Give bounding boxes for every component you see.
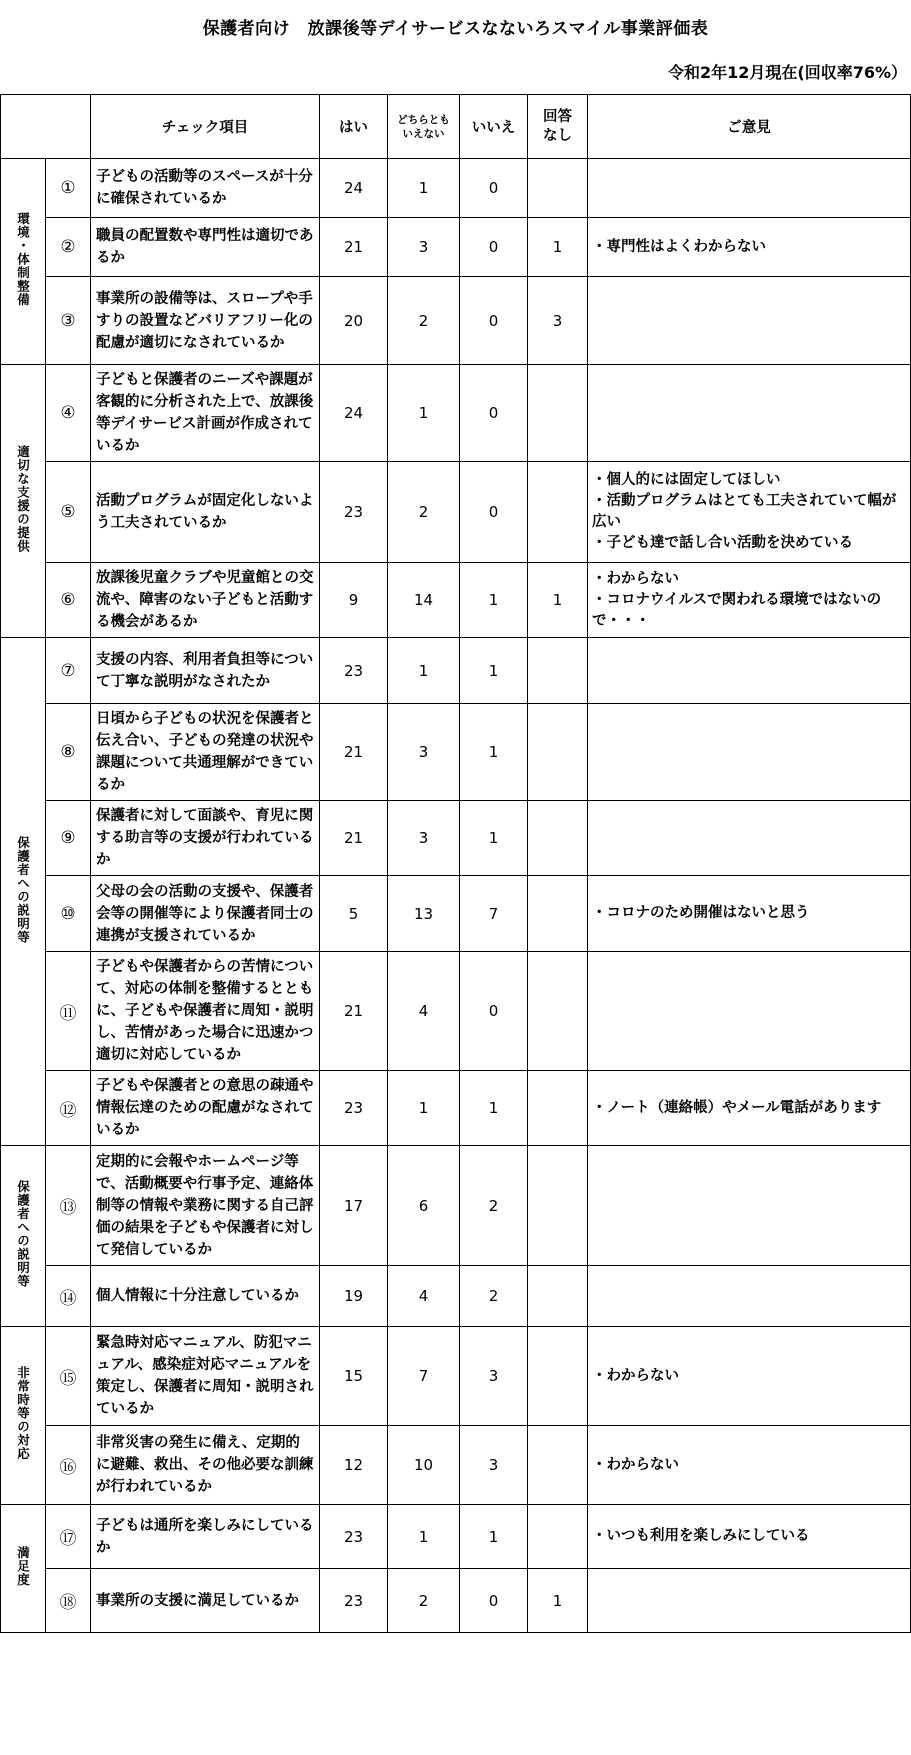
neither-count: 6: [388, 1146, 460, 1266]
header-row: [1, 95, 911, 159]
check-item-text: 緊急時対応マニュアル、防犯マニュアル、感染症対応マニュアルを策定し、保護者に周知・説明されているか: [91, 1327, 320, 1426]
table-row: [1, 159, 911, 218]
header-no-answer: 回答 なし: [528, 95, 588, 159]
yes-count: 21: [320, 704, 388, 801]
item-number: ②: [46, 218, 91, 277]
item-number: ⑨: [46, 801, 91, 876]
opinion-cell: [588, 876, 911, 952]
section-label-text: 保護者への説明等: [15, 1180, 31, 1288]
opinion-cell: [588, 462, 911, 563]
yes-count: 24: [320, 159, 388, 218]
opinion-cell: [588, 1505, 911, 1569]
check-item-text: 事業所の設備等は、スロープや手すりの設置などバリアフリー化の配慮が適切になされているか: [91, 277, 320, 365]
yes-count: 19: [320, 1266, 388, 1327]
no-answer-count: [528, 801, 588, 876]
no-count: 2: [460, 1146, 528, 1266]
no-count: 0: [460, 1569, 528, 1633]
neither-count: 2: [388, 462, 460, 563]
opinion-cell: [588, 952, 911, 1071]
neither-count: 10: [388, 1426, 460, 1505]
table-row: [1, 462, 911, 563]
yes-count: 17: [320, 1146, 388, 1266]
opinion-line: ・わからない: [592, 1456, 679, 1473]
opinion-line: ・コロナのため開催はないと思う: [592, 905, 810, 921]
section-label: [1, 159, 46, 365]
item-number: ⑦: [46, 638, 91, 704]
yes-count: 24: [320, 365, 388, 462]
check-item-text: 非常災害の発生に備え、定期的に避難、救出、その他必要な訓練が行われているか: [91, 1426, 320, 1505]
opinion-line: ・ノート（連絡帳）やメール電話があります: [592, 1099, 882, 1116]
item-number: ⑩: [46, 876, 91, 952]
section-label: [1, 1505, 46, 1633]
header-no: いいえ: [460, 95, 528, 159]
item-number: ④: [46, 365, 91, 462]
table-row: [1, 365, 911, 462]
yes-count: 20: [320, 277, 388, 365]
no-answer-count: [528, 462, 588, 563]
table-row: [1, 801, 911, 876]
neither-count: 7: [388, 1327, 460, 1426]
no-count: 1: [460, 704, 528, 801]
neither-count: 2: [388, 1569, 460, 1633]
no-answer-count: 1: [528, 218, 588, 277]
no-answer-count: [528, 638, 588, 704]
table-row: [1, 218, 911, 277]
opinion-cell: [588, 1071, 911, 1146]
yes-count: 9: [320, 563, 388, 638]
no-count: 3: [460, 1426, 528, 1505]
no-count: 0: [460, 365, 528, 462]
page-title: 保護者向け 放課後等デイサービスなないろスマイル事業評価表: [202, 19, 709, 39]
yes-count: 12: [320, 1426, 388, 1505]
item-number: ⑭: [46, 1266, 91, 1327]
yes-count: 23: [320, 1071, 388, 1146]
yes-count: 5: [320, 876, 388, 952]
item-number: ⑥: [46, 563, 91, 638]
no-count: 0: [460, 277, 528, 365]
neither-count: 1: [388, 1505, 460, 1569]
table-row: [1, 1505, 911, 1569]
no-answer-count: [528, 952, 588, 1071]
table-row: [1, 952, 911, 1071]
opinion-cell: [588, 159, 911, 218]
section-label-text: 保護者への説明等: [15, 835, 31, 944]
check-item-text: 支援の内容、利用者負担等について丁寧な説明がなされたか: [91, 638, 320, 704]
opinion-line: ・いつも利用を楽しみにしている: [592, 1528, 810, 1544]
survey-date-and-response-rate: 令和2年12月現在(回収率76%）: [667, 63, 907, 82]
opinion-line: ・わからない: [592, 1367, 679, 1384]
table-row: [1, 1426, 911, 1505]
yes-count: 23: [320, 638, 388, 704]
no-count: 7: [460, 876, 528, 952]
opinion-cell: [588, 1327, 911, 1426]
no-answer-count: [528, 159, 588, 218]
check-item-text: 活動プログラムが固定化しないよう工夫されているか: [91, 462, 320, 563]
table-row: [1, 638, 911, 704]
opinion-cell: [588, 365, 911, 462]
item-number: ①: [46, 159, 91, 218]
table-body: [1, 159, 911, 1633]
check-item-text: 放課後児童クラブや児童館との交流や、障害のない子どもと活動する機会があるか: [91, 563, 320, 638]
table-row: [1, 1569, 911, 1633]
opinion-line: ・専門性はよくわからない: [592, 238, 766, 255]
opinion-cell: [588, 563, 911, 638]
no-count: 0: [460, 218, 528, 277]
neither-count: 2: [388, 277, 460, 365]
no-answer-count: [528, 1426, 588, 1505]
neither-count: 4: [388, 952, 460, 1071]
item-number: ⑧: [46, 704, 91, 801]
header-blank: [1, 95, 91, 159]
no-count: 1: [460, 1071, 528, 1146]
neither-count: 3: [388, 801, 460, 876]
no-count: 1: [460, 563, 528, 638]
no-answer-count: [528, 1146, 588, 1266]
item-number: ⑯: [46, 1426, 91, 1505]
check-item-text: 子どもは通所を楽しみにしているか: [91, 1505, 320, 1569]
table-row: [1, 1327, 911, 1426]
opinion-cell: [588, 1146, 911, 1266]
opinion-line: ・わからない: [592, 570, 679, 587]
neither-count: 14: [388, 563, 460, 638]
yes-count: 15: [320, 1327, 388, 1426]
section-label: [1, 1327, 46, 1505]
header-opinion: ご意見: [588, 95, 911, 159]
item-number: ⑱: [46, 1569, 91, 1633]
evaluation-table: [0, 94, 911, 1633]
yes-count: 23: [320, 1569, 388, 1633]
table-row: [1, 1146, 911, 1266]
table-row: [1, 1071, 911, 1146]
neither-count: 3: [388, 218, 460, 277]
check-item-text: 定期的に会報やホームページ等で、活動概要や行事予定、連絡体制等の情報や業務に関する自己評価の結果を子どもや保護者に対して発信しているか: [91, 1146, 320, 1266]
opinion-line: ・子ども達で話し合い活動を決めている: [592, 535, 853, 551]
no-count: 2: [460, 1266, 528, 1327]
table-row: [1, 277, 911, 365]
item-number: ⑫: [46, 1071, 91, 1146]
no-answer-count: 1: [528, 563, 588, 638]
neither-count: 3: [388, 704, 460, 801]
table-row: [1, 1266, 911, 1327]
opinion-cell: [588, 638, 911, 704]
section-label: [1, 1146, 46, 1327]
section-label-text: 非常時等の対応: [15, 1366, 31, 1461]
section-label: [1, 638, 46, 1146]
yes-count: 23: [320, 462, 388, 563]
yes-count: 23: [320, 1505, 388, 1569]
table-row: [1, 704, 911, 801]
neither-count: 4: [388, 1266, 460, 1327]
section-label: [1, 365, 46, 638]
no-answer-count: [528, 365, 588, 462]
check-item-text: 父母の会の活動の支援や、保護者会等の開催等により保護者同士の連携が支援されているか: [91, 876, 320, 952]
item-number: ⑬: [46, 1146, 91, 1266]
no-answer-count: [528, 876, 588, 952]
neither-count: 1: [388, 365, 460, 462]
check-item-text: 子どもと保護者のニーズや課題が客観的に分析された上で、放課後等デイサービス計画が作成されているか: [91, 365, 320, 462]
opinion-cell: [588, 1266, 911, 1327]
check-item-text: 子どもや保護者からの苦情について、対応の体制を整備するとともに、子どもや保護者に周知・説明し、苦情があった場合に迅速かつ適切に対応しているか: [91, 952, 320, 1071]
check-item-text: 子どもや保護者との意思の疎通や情報伝達のための配慮がなされているか: [91, 1071, 320, 1146]
item-number: ⑤: [46, 462, 91, 563]
opinion-cell: [588, 218, 911, 277]
opinion-cell: [588, 801, 911, 876]
check-item-text: 職員の配置数や専門性は適切であるか: [91, 218, 320, 277]
item-number: ⑰: [46, 1505, 91, 1569]
no-count: 1: [460, 1505, 528, 1569]
opinion-line: ・個人的には固定してほしい: [592, 472, 781, 488]
no-count: 3: [460, 1327, 528, 1426]
no-count: 1: [460, 638, 528, 704]
neither-count: 1: [388, 1071, 460, 1146]
opinion-cell: [588, 704, 911, 801]
no-answer-count: [528, 704, 588, 801]
opinion-line: ・コロナウイルスで関われる環境ではないので・・・: [592, 591, 882, 629]
opinion-cell: [588, 1426, 911, 1505]
section-label-text: 適切な支援の提供: [15, 445, 31, 553]
no-count: 0: [460, 159, 528, 218]
check-item-text: 保護者に対して面談や、育児に関する助言等の支援が行われているか: [91, 801, 320, 876]
no-answer-count: [528, 1505, 588, 1569]
item-number: ③: [46, 277, 91, 365]
check-item-text: 個人情報に十分注意しているか: [91, 1266, 320, 1327]
item-number: ⑪: [46, 952, 91, 1071]
no-count: 0: [460, 462, 528, 563]
table-row: [1, 876, 911, 952]
no-count: 1: [460, 801, 528, 876]
yes-count: 21: [320, 801, 388, 876]
section-label-text: 環境・体制整備: [15, 212, 31, 307]
check-item-text: 日頃から子どもの状況を保護者と伝え合い、子どもの発達の状況や課題について共通理解ができているか: [91, 704, 320, 801]
no-answer-count: [528, 1266, 588, 1327]
neither-count: 1: [388, 159, 460, 218]
header-yes: はい: [320, 95, 388, 159]
check-item-text: 事業所の支援に満足しているか: [91, 1569, 320, 1633]
no-answer-count: [528, 1327, 588, 1426]
yes-count: 21: [320, 218, 388, 277]
opinion-cell: [588, 1569, 911, 1633]
section-label-text: 満足度: [15, 1546, 31, 1587]
opinion-line: ・活動プログラムはとても工夫されていて幅が広い: [592, 493, 897, 530]
no-answer-count: 3: [528, 277, 588, 365]
header-neither: どちらとも いえない: [388, 95, 460, 159]
neither-count: 13: [388, 876, 460, 952]
no-answer-count: [528, 1071, 588, 1146]
table-row: [1, 563, 911, 638]
yes-count: 21: [320, 952, 388, 1071]
no-count: 0: [460, 952, 528, 1071]
item-number: ⑮: [46, 1327, 91, 1426]
header-check-item: チェック項目: [91, 95, 320, 159]
check-item-text: 子どもの活動等のスペースが十分に確保されているか: [91, 159, 320, 218]
opinion-cell: [588, 277, 911, 365]
neither-count: 1: [388, 638, 460, 704]
no-answer-count: 1: [528, 1569, 588, 1633]
